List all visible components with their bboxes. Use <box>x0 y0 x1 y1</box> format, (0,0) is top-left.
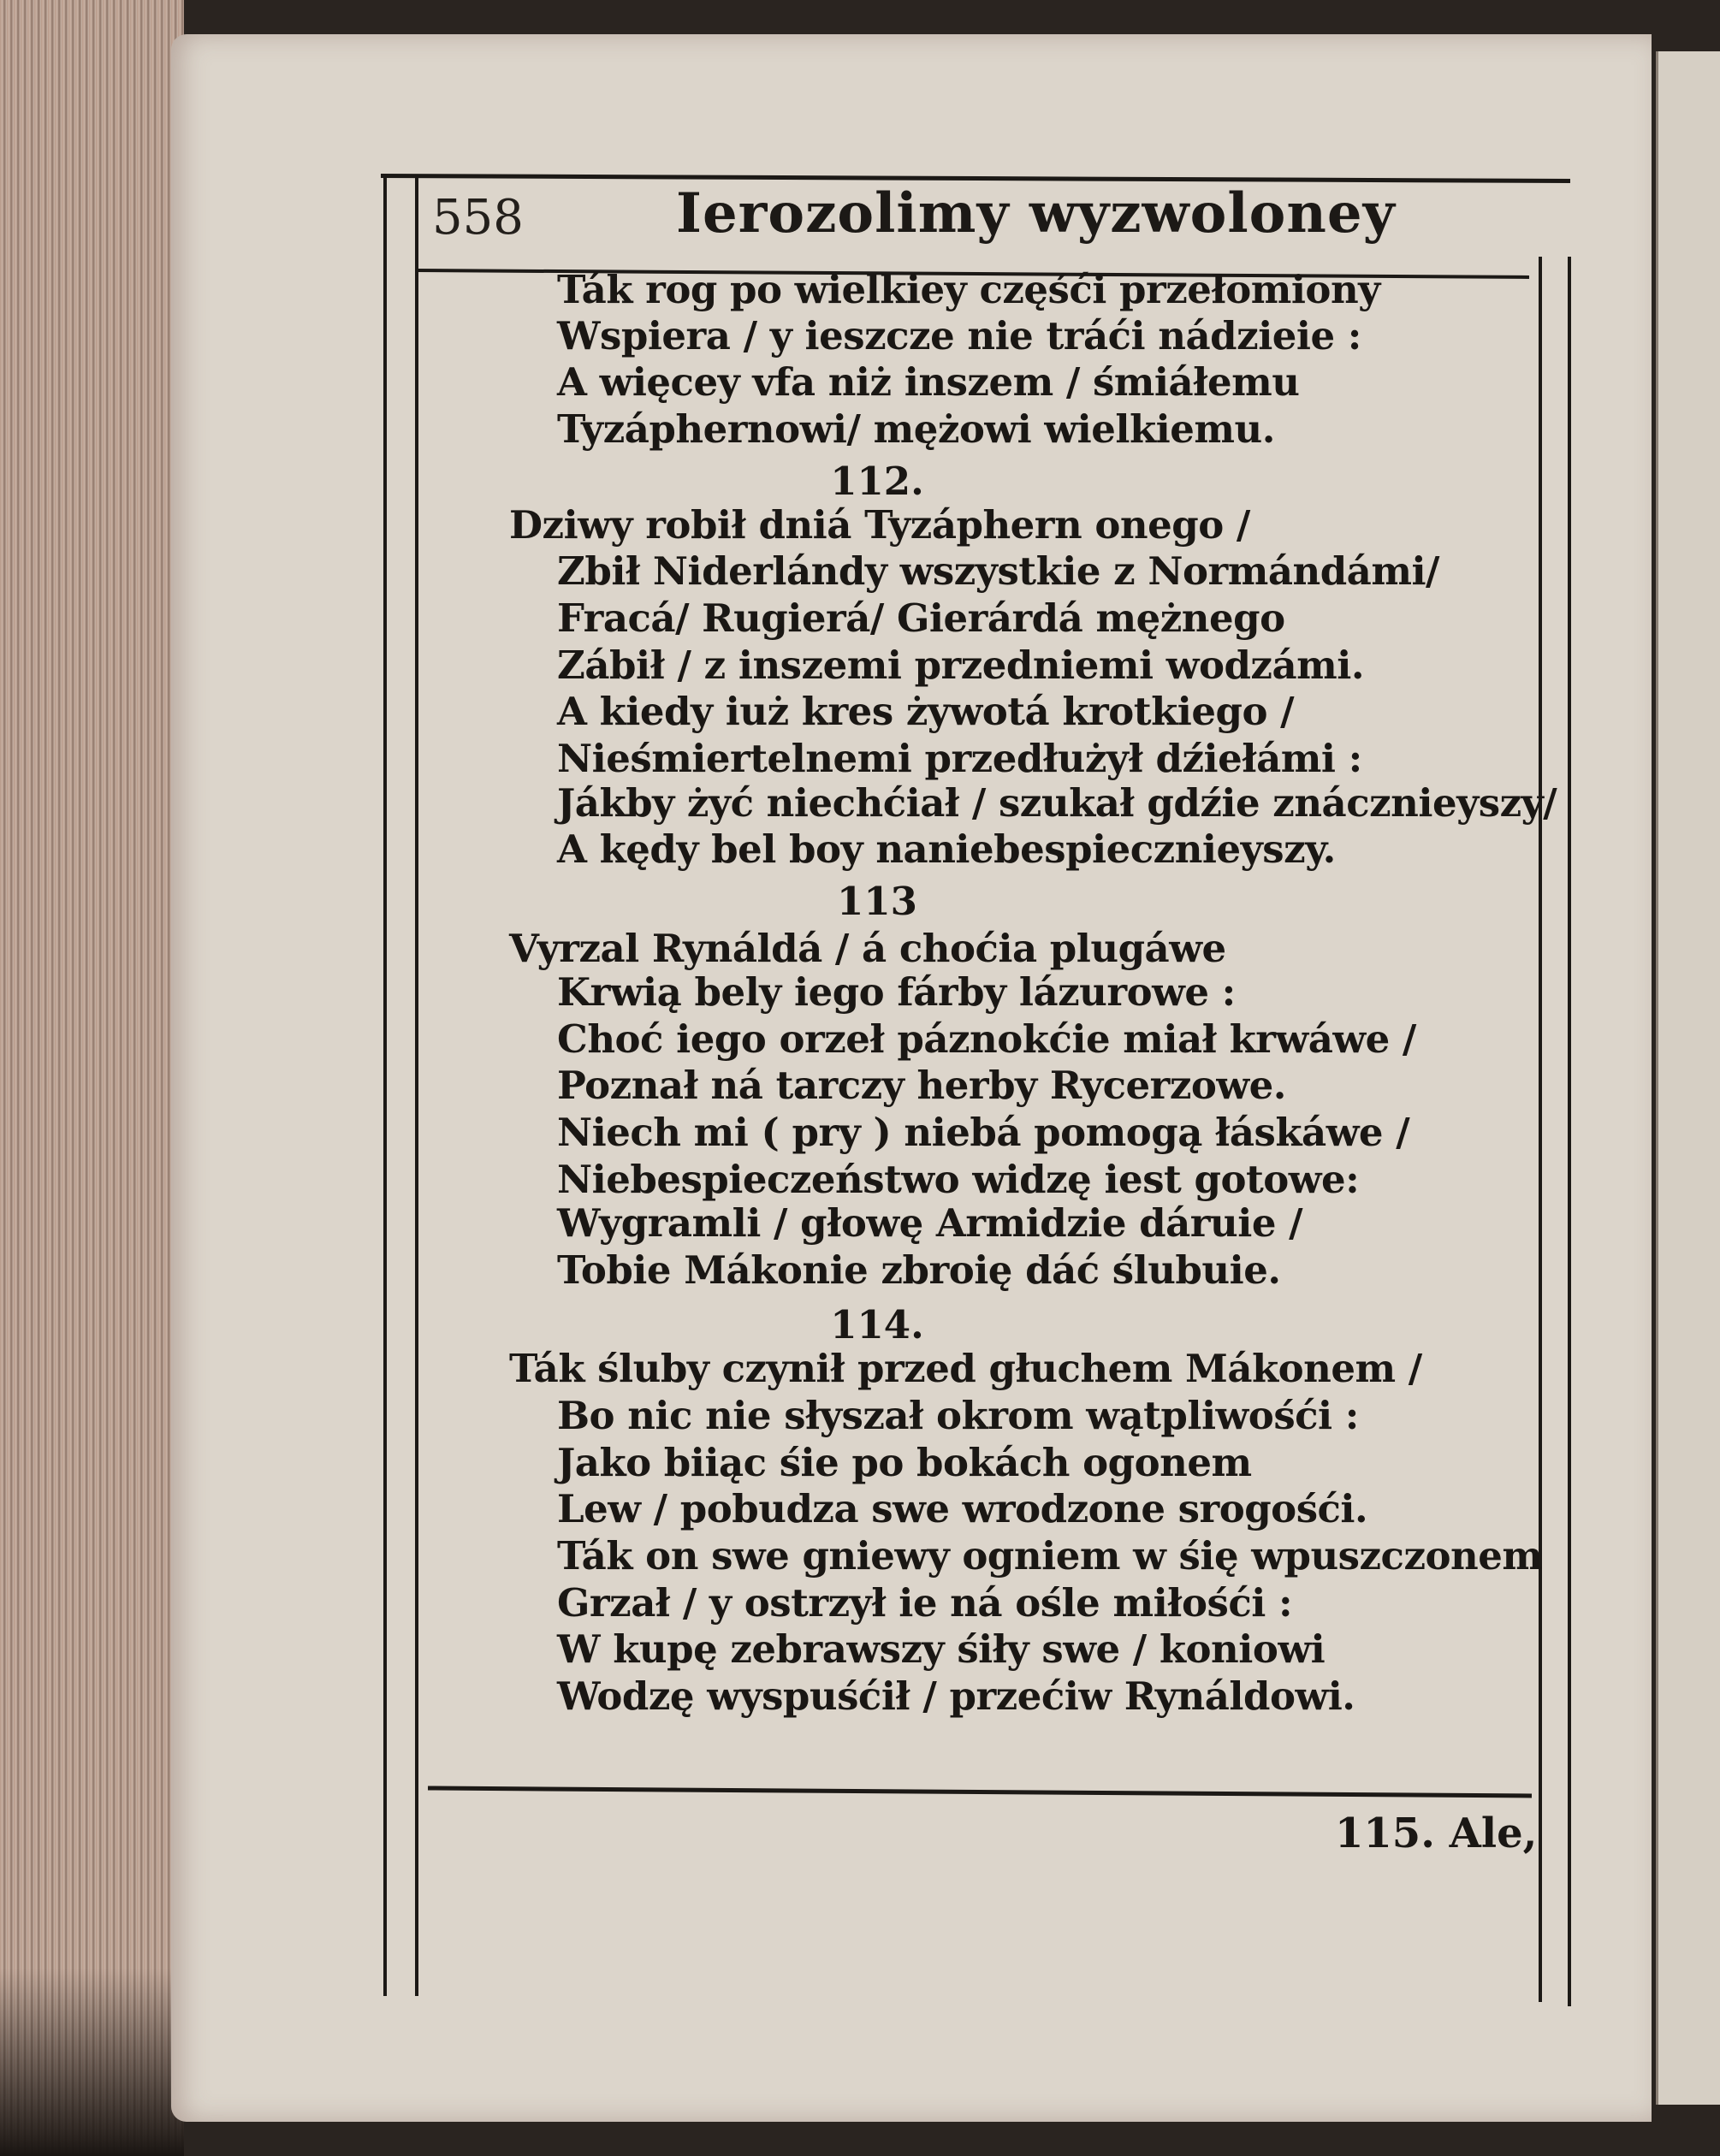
verse-line: Zábił / z inszemi przedniemi wodzámi. <box>557 643 1365 688</box>
verse-line: Niech mi ( pry ) niebá pomogą łáskáwe / <box>557 1110 1410 1155</box>
stanza-number: 112. <box>830 459 924 504</box>
verse-line: Zbił Niderlándy wszystkie z Normándámi/ <box>557 548 1439 594</box>
page-edges-shadow <box>0 1968 184 2156</box>
stanza-number: 114. <box>830 1302 924 1348</box>
right-border-inner <box>1539 257 1542 2002</box>
page-number: 558 <box>432 190 524 246</box>
verse-line: Bo nic nie słyszał okrom wątpliwośći : <box>557 1393 1359 1438</box>
page-edges <box>0 0 184 2156</box>
running-title: Ierozolimy wyzwoloney <box>676 181 1396 246</box>
verse-line: Jako biiąc śie po bokách ogonem <box>557 1440 1252 1485</box>
verse-line: Niebespieczeństwo widzę iest gotowe: <box>557 1157 1360 1202</box>
verse-line: Ták śluby czynił przed głuchem Mákonem / <box>509 1346 1422 1391</box>
next-page-edge <box>1656 51 1720 2105</box>
verse-line: Lew / pobudza swe wrodzone srogośći. <box>557 1486 1368 1531</box>
right-border-outer <box>1568 257 1571 2006</box>
verse-line: Wspiera / y ieszcze nie tráći nádzieie : <box>557 313 1361 358</box>
verse-line: Ták on swe gniewy ogniem w śię wpuszczonem <box>557 1533 1543 1578</box>
verse-line: Poznał ná tarczy herby Rycerzowe. <box>557 1063 1286 1108</box>
verse-line: A kiedy iuż kres żywotá krotkiego / <box>557 689 1295 734</box>
left-border-outer <box>383 178 387 1996</box>
verse-line: Fracá/ Rugierá/ Gierárdá mężnego <box>557 595 1285 641</box>
verse-line: Tyzáphernowi/ mężowi wielkiemu. <box>557 406 1275 452</box>
verse-line: Jákby żyć niechćiał / szukał gdźie znácznieyszy/ <box>557 780 1557 826</box>
verse-line: W kupę zebrawszy śiły swe / koniowi <box>557 1626 1326 1672</box>
verse-line: Vyrzal Rynáldá / á choćia plugáwe <box>509 926 1226 971</box>
stanza-number: 113 <box>837 879 917 924</box>
verse-line: Ták rog po wielkiey częśći przełomiony <box>557 267 1380 312</box>
verse-line: Grzał / y ostrzył ie ná ośle miłośći : <box>557 1580 1293 1626</box>
verse-line: A kędy bel boy naniebespiecznieyszy. <box>557 826 1336 872</box>
verse-line: Dziwy robił dniá Tyzáphern onego / <box>509 502 1250 548</box>
verse-line: Nieśmiertelnemi przedłużył dźiełámi : <box>557 736 1362 781</box>
verse-line: Wodzę wyspuśćił / przećiw Rynáldowi. <box>557 1673 1355 1719</box>
verse-line: A więcey vfa niż inszem / śmiáłemu <box>557 359 1300 405</box>
verse-line: Wygramli / głowę Armidzie dáruie / <box>557 1200 1303 1246</box>
verse-line: Tobie Mákonie zbroię dáć ślubuie. <box>557 1247 1281 1293</box>
left-border-inner <box>415 178 418 1996</box>
verse-line: Choć iego orzeł páznokćie miał krwáwe / <box>557 1016 1416 1062</box>
catchword: 115. Ale, <box>1335 1810 1538 1857</box>
verse-line: Krwią bely iego fárby lázurowe : <box>557 969 1236 1015</box>
